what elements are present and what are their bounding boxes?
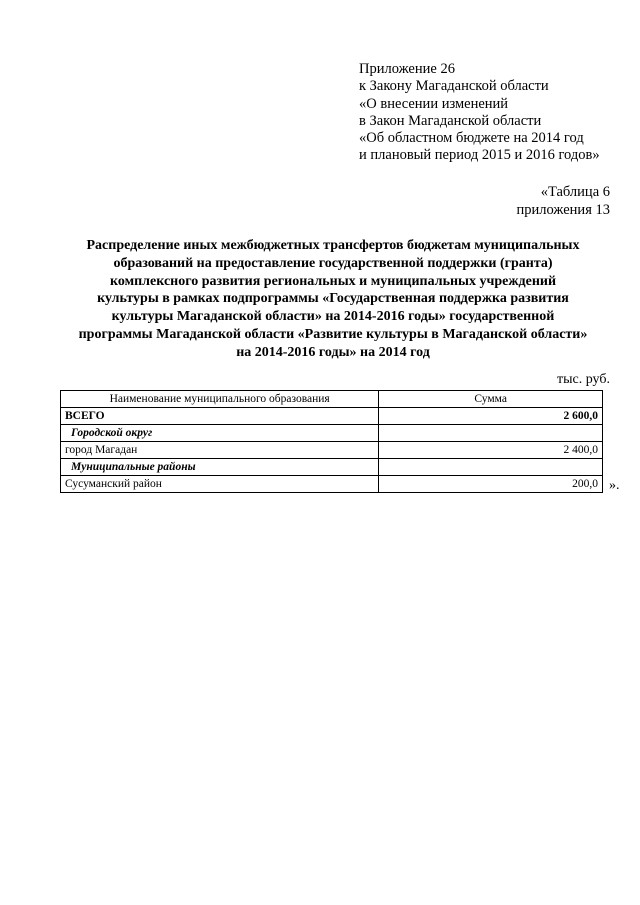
units-label: тыс. руб. <box>557 372 610 387</box>
title-line: комплексного развития региональных и муниципальных учреждений <box>109 273 557 289</box>
title-line: образований на предоставление государственной поддержки (гранта) <box>113 255 553 271</box>
row-amount <box>379 459 603 476</box>
appendix-line: «О внесении изменений <box>359 95 509 112</box>
table-header-row <box>61 391 603 408</box>
table-row <box>61 442 603 459</box>
row-name: Сусуманский район <box>61 476 379 493</box>
row-name: Городской округ <box>61 425 379 442</box>
document-title <box>58 237 608 362</box>
header-municipality: Наименование муниципального образования <box>61 391 379 408</box>
appendix-line: к Закону Магаданской области <box>359 78 549 95</box>
appendix-line: в Закон Магаданской области <box>359 112 542 129</box>
row-amount: 2 400,0 <box>379 442 603 459</box>
row-name: ВСЕГО <box>61 408 379 425</box>
table-row <box>61 425 603 442</box>
closing-quote: ». <box>609 478 620 493</box>
title-line: Распределение иных межбюджетных трансфертов бюджетам муниципальных <box>86 238 580 253</box>
row-amount: 2 600,0 <box>379 408 603 425</box>
header-amount: Сумма <box>379 391 603 408</box>
row-name: Муниципальные районы <box>61 459 379 476</box>
appendix-line: Приложение 26 <box>359 61 455 77</box>
table-row <box>61 476 603 493</box>
row-amount <box>379 425 603 442</box>
row-name: город Магадан <box>61 442 379 459</box>
row-amount: 200,0 <box>379 476 603 493</box>
title-line: культуры в рамках подпрограммы «Государственная поддержка развития <box>97 291 569 307</box>
appendix-line: и плановый период 2015 и 2016 годов» <box>359 147 600 164</box>
title-line: на 2014-2016 годы» на 2014 год <box>236 344 430 360</box>
appendix-header <box>359 61 600 165</box>
distribution-table <box>60 390 603 493</box>
title-line: программы Магаданской области «Развитие культуры в Магаданской области» <box>78 326 588 342</box>
table-reference-line: приложения 13 <box>516 201 610 218</box>
appendix-line: «Об областном бюджете на 2014 год <box>359 130 584 147</box>
table-row <box>61 459 603 476</box>
table-row <box>61 408 603 425</box>
table-reference-line: «Таблица 6 <box>540 184 610 200</box>
title-line: культуры Магаданской области» на 2014-2016 годы» государственной <box>111 309 555 325</box>
table-reference <box>517 184 610 219</box>
